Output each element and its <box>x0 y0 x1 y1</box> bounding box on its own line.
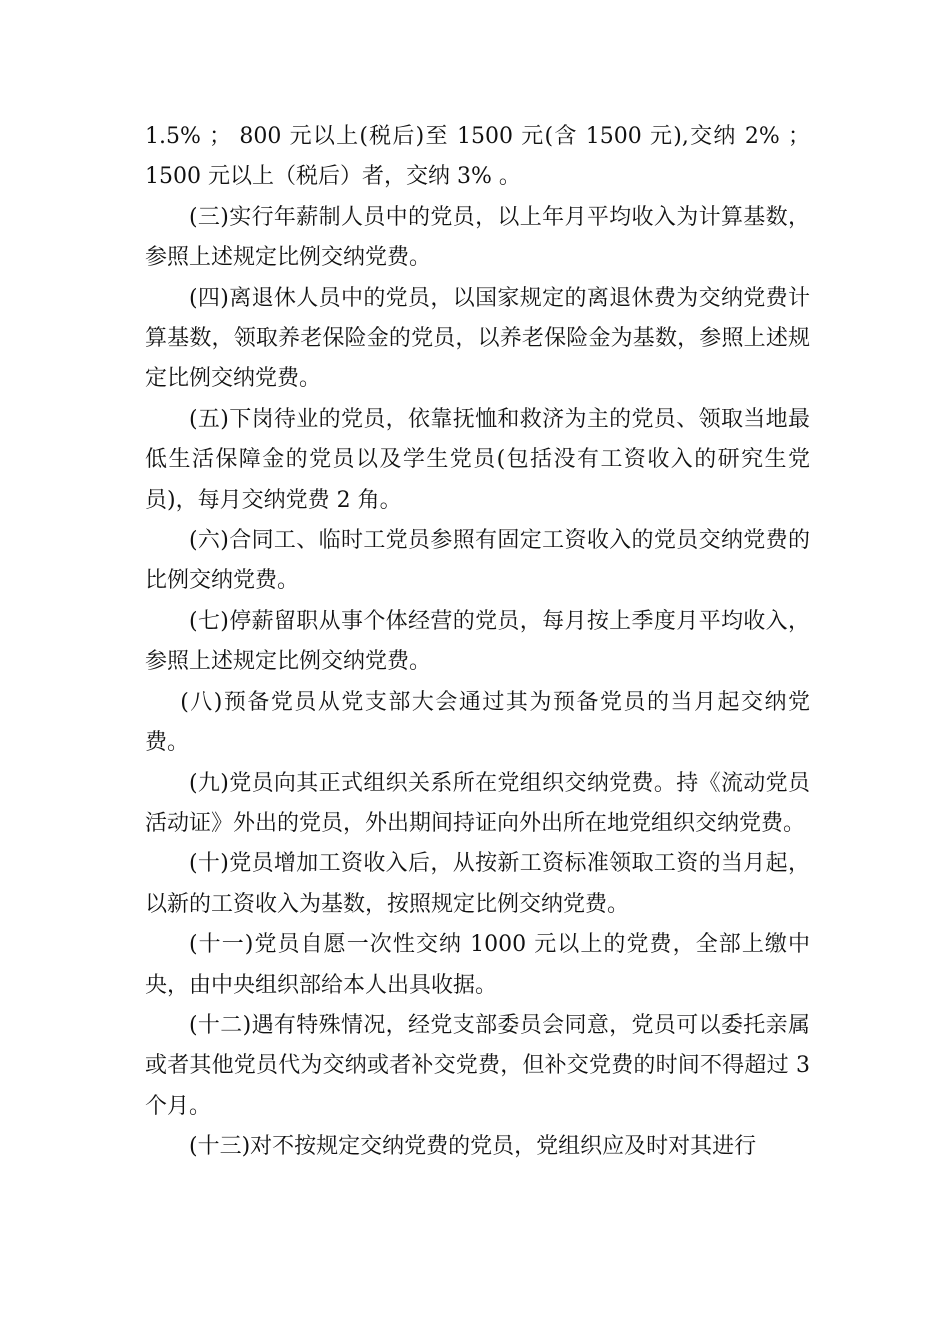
paragraph-item-8: (八)预备党员从党支部大会通过其为预备党员的当月起交纳党费。 <box>145 689 810 756</box>
paragraph-item-10: (十)党员增加工资收入后，从按新工资标准领取工资的当月起，以新的工资收入为基数，按照规定比例交纳党费。 <box>145 851 810 917</box>
paragraph-item-4: (四)离退休人员中的党员，以国家规定的离退休费为交纳党费计算基数，领取养老保险金的党员，以养老保险金为基数，参照上述规定比例交纳党费。 <box>145 285 810 392</box>
paragraph-item-6: (六)合同工、临时工党员参照有固定工资收入的党员交纳党费的比例交纳党费。 <box>145 528 810 594</box>
paragraph-item-5: (五)下岗待业的党员，依靠抚恤和救济为主的党员、领取当地最低生活保障金的党员以及学生党员(包括没有工资收入的研究生党员)，每月交纳党费 2 角。 <box>145 406 810 513</box>
paragraph-continuation: 1.5% ； 800 元以上(税后)至 1500 元(含 1500 元),交纳 2% ； 1500 元以上（税后）者，交纳 3% 。 <box>145 124 810 190</box>
paragraph-item-13: (十三)对不按规定交纳党费的党员，党组织应及时对其进行 <box>189 1134 757 1160</box>
paragraph-item-7: (七)停薪留职从事个体经营的党员，每月按上季度月平均收入，参照上述规定比例交纳党费。 <box>145 608 810 675</box>
document-page <box>145 117 810 1168</box>
paragraph-item-3: (三)实行年薪制人员中的党员，以上年月平均收入为计算基数，参照上述规定比例交纳党费。 <box>145 204 810 271</box>
paragraph-item-9: (九)党员向其正式组织关系所在党组织交纳党费。持《流动党员活动证》外出的党员，外出期间持证向外出所在地党组织交纳党费。 <box>145 770 810 836</box>
paragraph-item-11: (十一)党员自愿一次性交纳 1000 元以上的党费，全部上缴中央，由中央组织部给本人出具收据。 <box>145 932 810 998</box>
paragraph-item-12: (十二)遇有特殊情况，经党支部委员会同意，党员可以委托亲属或者其他党员代为交纳或者补交党费，但补交党费的时间不得超过 3 个月。 <box>145 1012 810 1119</box>
